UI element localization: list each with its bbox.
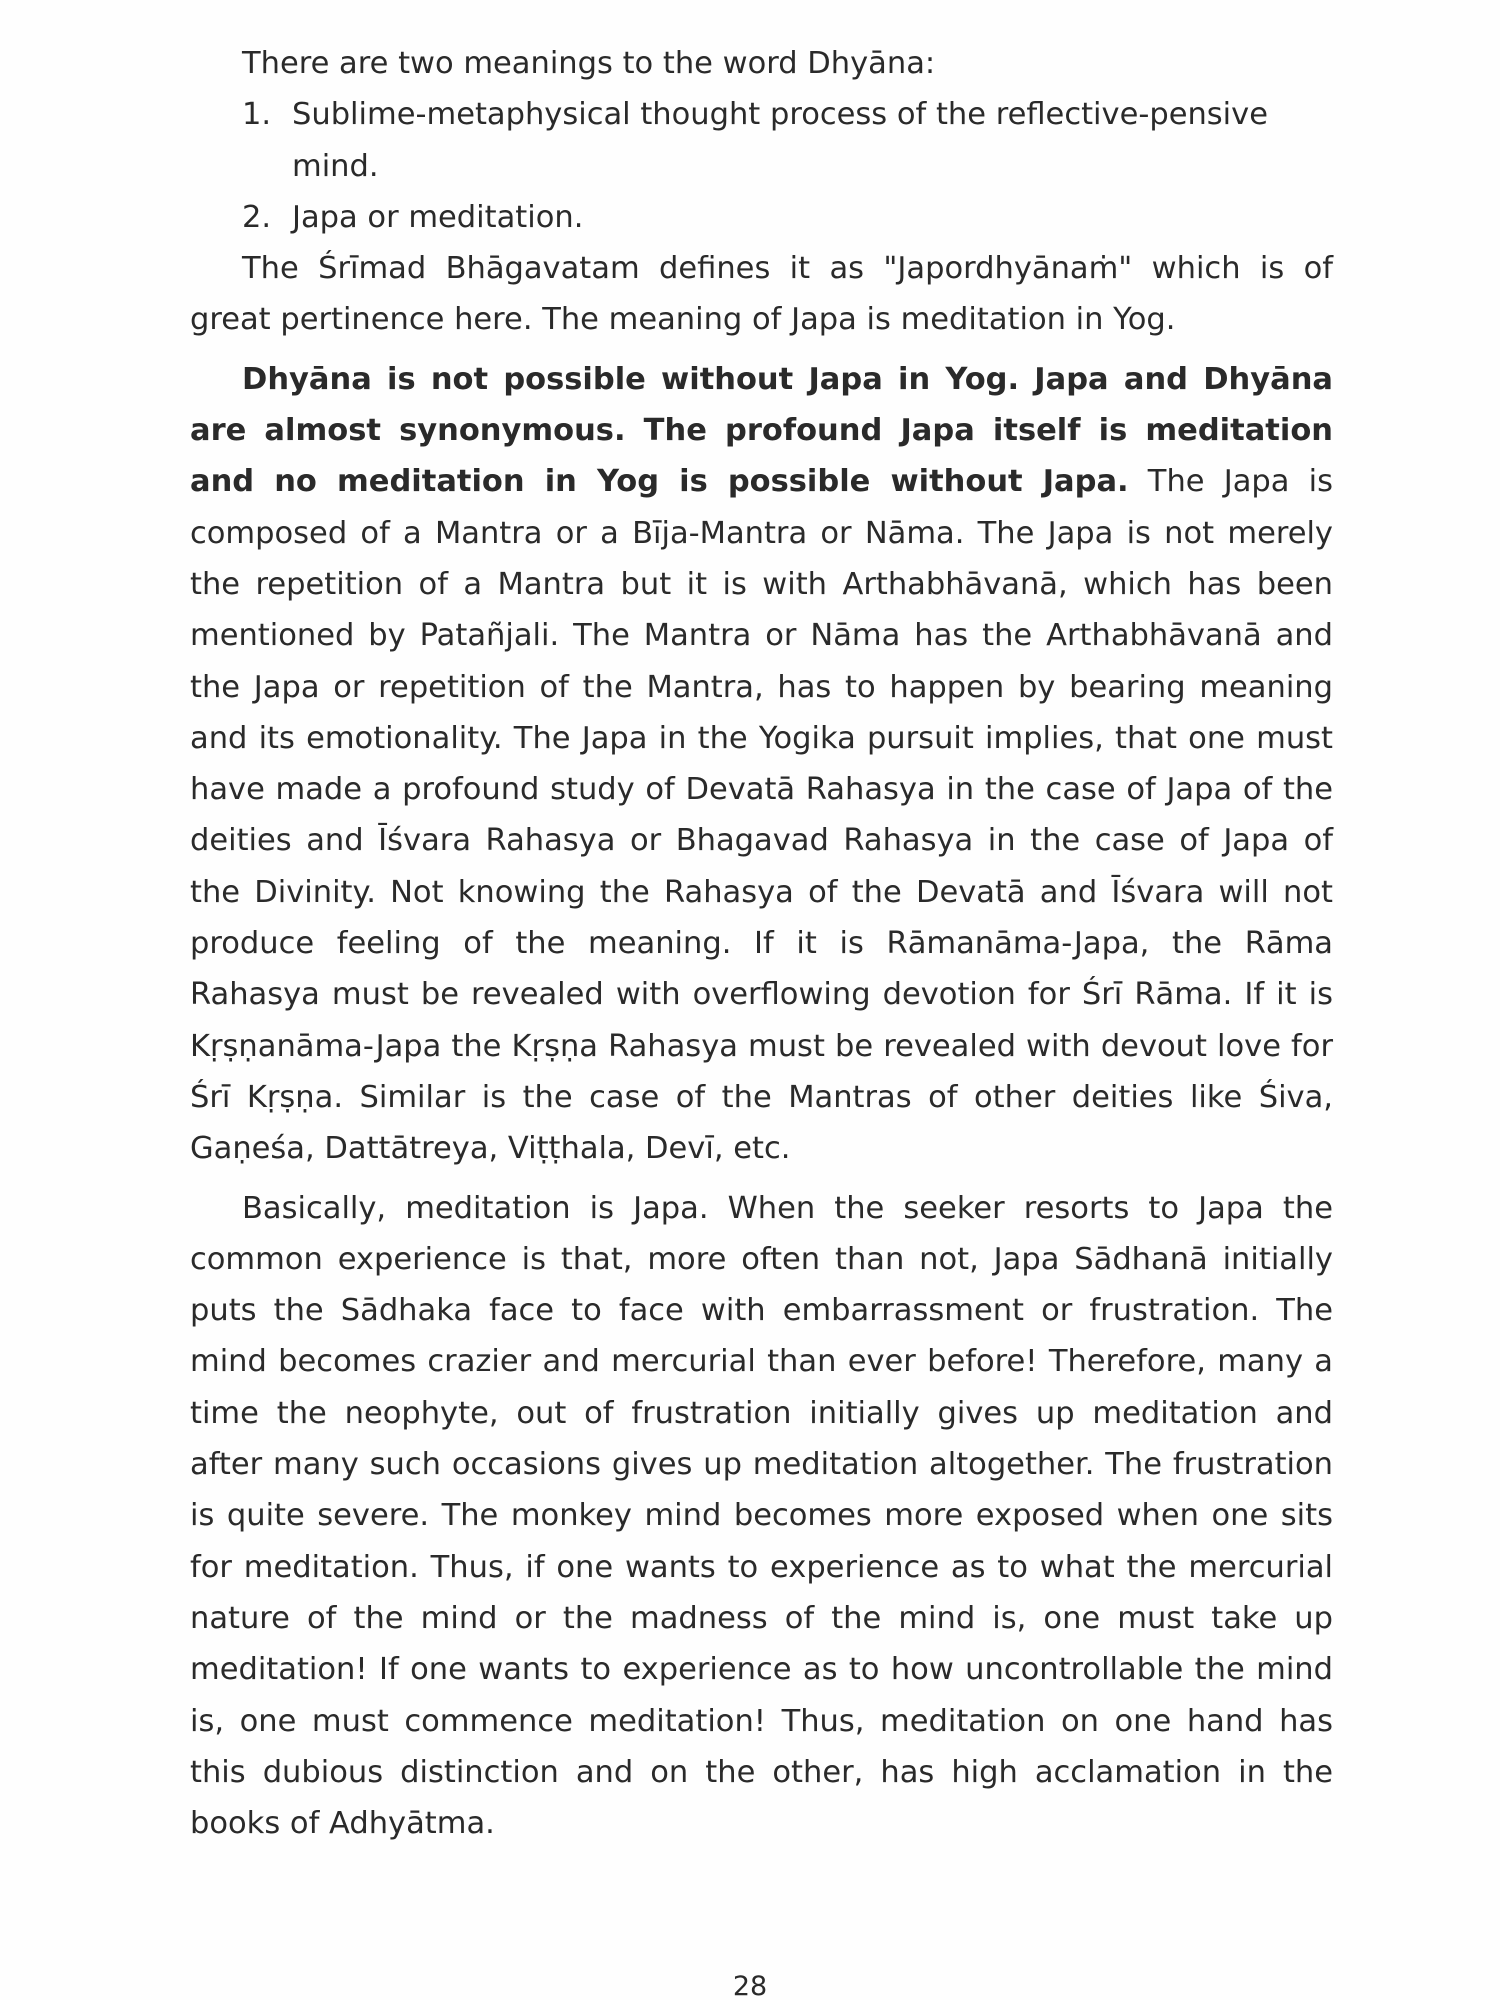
paragraph-japa [190, 354, 1333, 1175]
list-item [190, 89, 1333, 192]
paragraph-meditation: Basically, meditation is Japa. When the seeker resorts to Japa the common experience is that, more often than not, Japa Sādhanā initially puts the Sādhaka face to face with embarrassment or frustration. The mind becomes crazier and mercurial than ever before! Therefore, many a time the neophyte, out of frustration initially gives up meditation and after many such occasions gives up meditation altogether. The frustration is quite severe. The monkey mind becomes more exposed when one sits for meditation. Thus, if one wants to experience as to what the mercurial nature of the mind or the madness of the mind is, one must take up meditation! If one wants to experience as to how uncontrollable the mind is, one must commence meditation! Thus, meditation on one hand has this dubious distinction and on the other, has high acclamation in the books of Adhyātma. [190, 1190, 1333, 1842]
meanings-list [190, 89, 1333, 243]
list-item [190, 192, 1333, 243]
list-text: Sublime-metaphysical thought process of the reflective-pensive mind. [292, 97, 1268, 184]
paragraph-bhagavatam: The Śrīmad Bhāgavatam defines it as "Japordhyānaṁ" which is of great pertinence here. The meaning of Japa is meditation in Yog. [190, 251, 1333, 338]
page-number: 28 [732, 1971, 768, 2000]
list-number: 2. [242, 199, 272, 235]
list-number: 1. [242, 97, 272, 133]
paragraph-japa-rest: The Japa is composed of a Mantra or a Bīja-Mantra or Nāma. The Japa is not merely the repetition of a Mantra but it is with Arthabhāvanā, which has been mentioned by Patañjali. The Mantra or Nāma has the Arthabhāvanā and the Japa or repetition of the Mantra, has to happen by bearing meaning and its emotionality. The Japa in the Yogika pursuit implies, that one must have made a profound study of Devatā Rahasya in the case of Japa of the deities and Īśvara Rahasya or Bhagavad Rahasya in the case of Japa of the Divinity. Not knowing the Rahasya of the Devatā and Īśvara will not produce feeling of the meaning. If it is Rāmanāma-Japa, the Rāma Rahasya must be revealed with overflowing devotion for Śrī Rāma. If it is Kṛṣṇanāma-Japa the Kṛṣṇa Rahasya must be revealed with devout love for Śrī Kṛṣṇa. Similar is the case of the Mantras of other deities like Śiva, Gaṇeśa, Dattātreya, Viṭṭhala, Devī, etc. [190, 464, 1333, 1167]
paragraph-japa-bold: Dhyāna is not possible without Japa in Yog. Japa and Dhyāna are almost synonymous. The profound Japa itself is meditation and no meditation in Yog is possible without Japa. [190, 361, 1333, 500]
list-text: Japa or meditation. [292, 199, 584, 235]
intro-line: There are two meanings to the word Dhyāna: [242, 46, 936, 81]
